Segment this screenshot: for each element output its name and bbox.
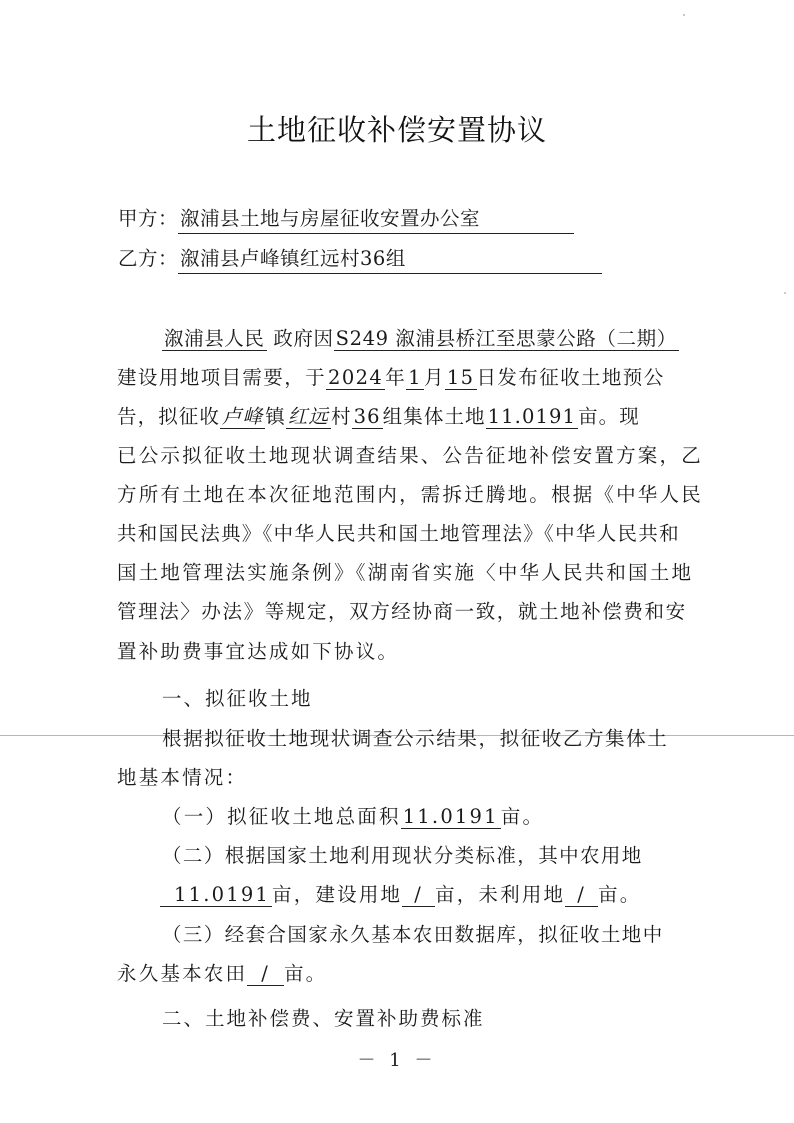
section-heading: 二、土地补偿费、安置补助费标准 bbox=[162, 1007, 485, 1030]
item-line bbox=[162, 801, 732, 829]
item-line: （二）根据国家土地利用现状分类标准，其中农用地 bbox=[162, 844, 643, 867]
page-number: － 1 － bbox=[357, 1050, 437, 1071]
party-b-value: 溆浦县卢峰镇红远村36组 bbox=[178, 243, 602, 274]
total-area: 11.0191 bbox=[402, 805, 499, 828]
announce-month: 1 bbox=[408, 366, 422, 389]
basic-farmland-area: / bbox=[247, 962, 284, 986]
village-name: 红远 bbox=[287, 405, 330, 428]
paragraph-line: 管理法〉办法》等规定，双方经协商一致，就土地补偿费和安 bbox=[117, 600, 687, 623]
paragraph-line: 已公示拟征收土地现状调查结果、公告征地补偿安置方案，乙 bbox=[117, 444, 703, 467]
text-run: 日发布征收土地预公 bbox=[476, 366, 665, 389]
text-run: （一）拟征收土地总面积 bbox=[162, 805, 401, 828]
announce-day: 15 bbox=[446, 366, 475, 389]
announce-year: 2024 bbox=[328, 366, 384, 389]
text-run: 月 bbox=[423, 366, 445, 389]
town-name: 卢峰 bbox=[222, 405, 264, 428]
text-run: 年 bbox=[385, 366, 407, 389]
text-run: 亩。 bbox=[598, 883, 642, 906]
farmland-area: 11.0191 bbox=[160, 883, 272, 907]
construction-land-area: / bbox=[402, 883, 435, 907]
text-run: 建设用地项目需要，于 bbox=[117, 366, 327, 389]
item-line bbox=[117, 958, 687, 986]
paragraph-line: 地基本情况： bbox=[117, 766, 248, 789]
party-a-value: 溆浦县土地与房屋征收安置办公室 bbox=[178, 203, 574, 234]
text-run: 亩。 bbox=[500, 805, 545, 828]
document-title: 土地征收补偿安置协议 bbox=[246, 113, 547, 147]
text-run: 村 bbox=[331, 405, 352, 428]
text-run: 政府因 bbox=[266, 327, 334, 350]
paragraph-line bbox=[162, 323, 692, 351]
project-name: S249 溆浦县桥江至思蒙公路（二期） bbox=[335, 327, 677, 350]
text-run: 亩。 bbox=[283, 962, 328, 985]
party-b bbox=[118, 243, 602, 274]
paragraph-line bbox=[117, 401, 687, 429]
government-name: 溆浦县人民 bbox=[164, 327, 265, 350]
party-a-label: 甲方： bbox=[118, 207, 179, 230]
scan-speck bbox=[683, 14, 685, 16]
text-run: 组集体土地 bbox=[382, 405, 486, 428]
paragraph-line: 共和国民法典》《中华人民共和国土地管理法》《中华人民共和 bbox=[117, 522, 680, 545]
paragraph-line: 国土地管理法实施条例》《湖南省实施〈中华人民共和国土地 bbox=[117, 561, 694, 584]
item-line: （三）经套合国家永久基本农田数据库，拟征收土地中 bbox=[162, 923, 664, 946]
group-number: 36 bbox=[353, 405, 381, 428]
paragraph-line bbox=[117, 362, 687, 390]
paragraph-line: 方所有土地在本次征地范围内，需拆迁腾地。根据《中华人民 bbox=[117, 483, 703, 506]
party-b-label: 乙方： bbox=[118, 247, 179, 270]
paragraph-line: 根据拟征收土地现状调查公示结果，拟征收乙方集体土 bbox=[162, 727, 669, 750]
text-run: 镇 bbox=[265, 405, 286, 428]
text-run: 亩，未利用地 bbox=[435, 883, 566, 906]
text-run: 亩，建设用地 bbox=[272, 883, 403, 906]
paragraph-line: 置补助费事宜达成如下协议。 bbox=[117, 640, 400, 663]
unused-land-area: / bbox=[565, 883, 598, 907]
party-a bbox=[118, 203, 574, 234]
scan-speck bbox=[784, 292, 786, 294]
section-heading: 一、拟征收土地 bbox=[162, 687, 313, 710]
land-area: 11.0191 bbox=[487, 405, 577, 428]
text-run: 永久基本农田 bbox=[117, 962, 248, 985]
text-run: 告，拟征收 bbox=[117, 405, 221, 428]
text-run: 亩。现 bbox=[578, 405, 640, 428]
item-line bbox=[160, 879, 730, 907]
